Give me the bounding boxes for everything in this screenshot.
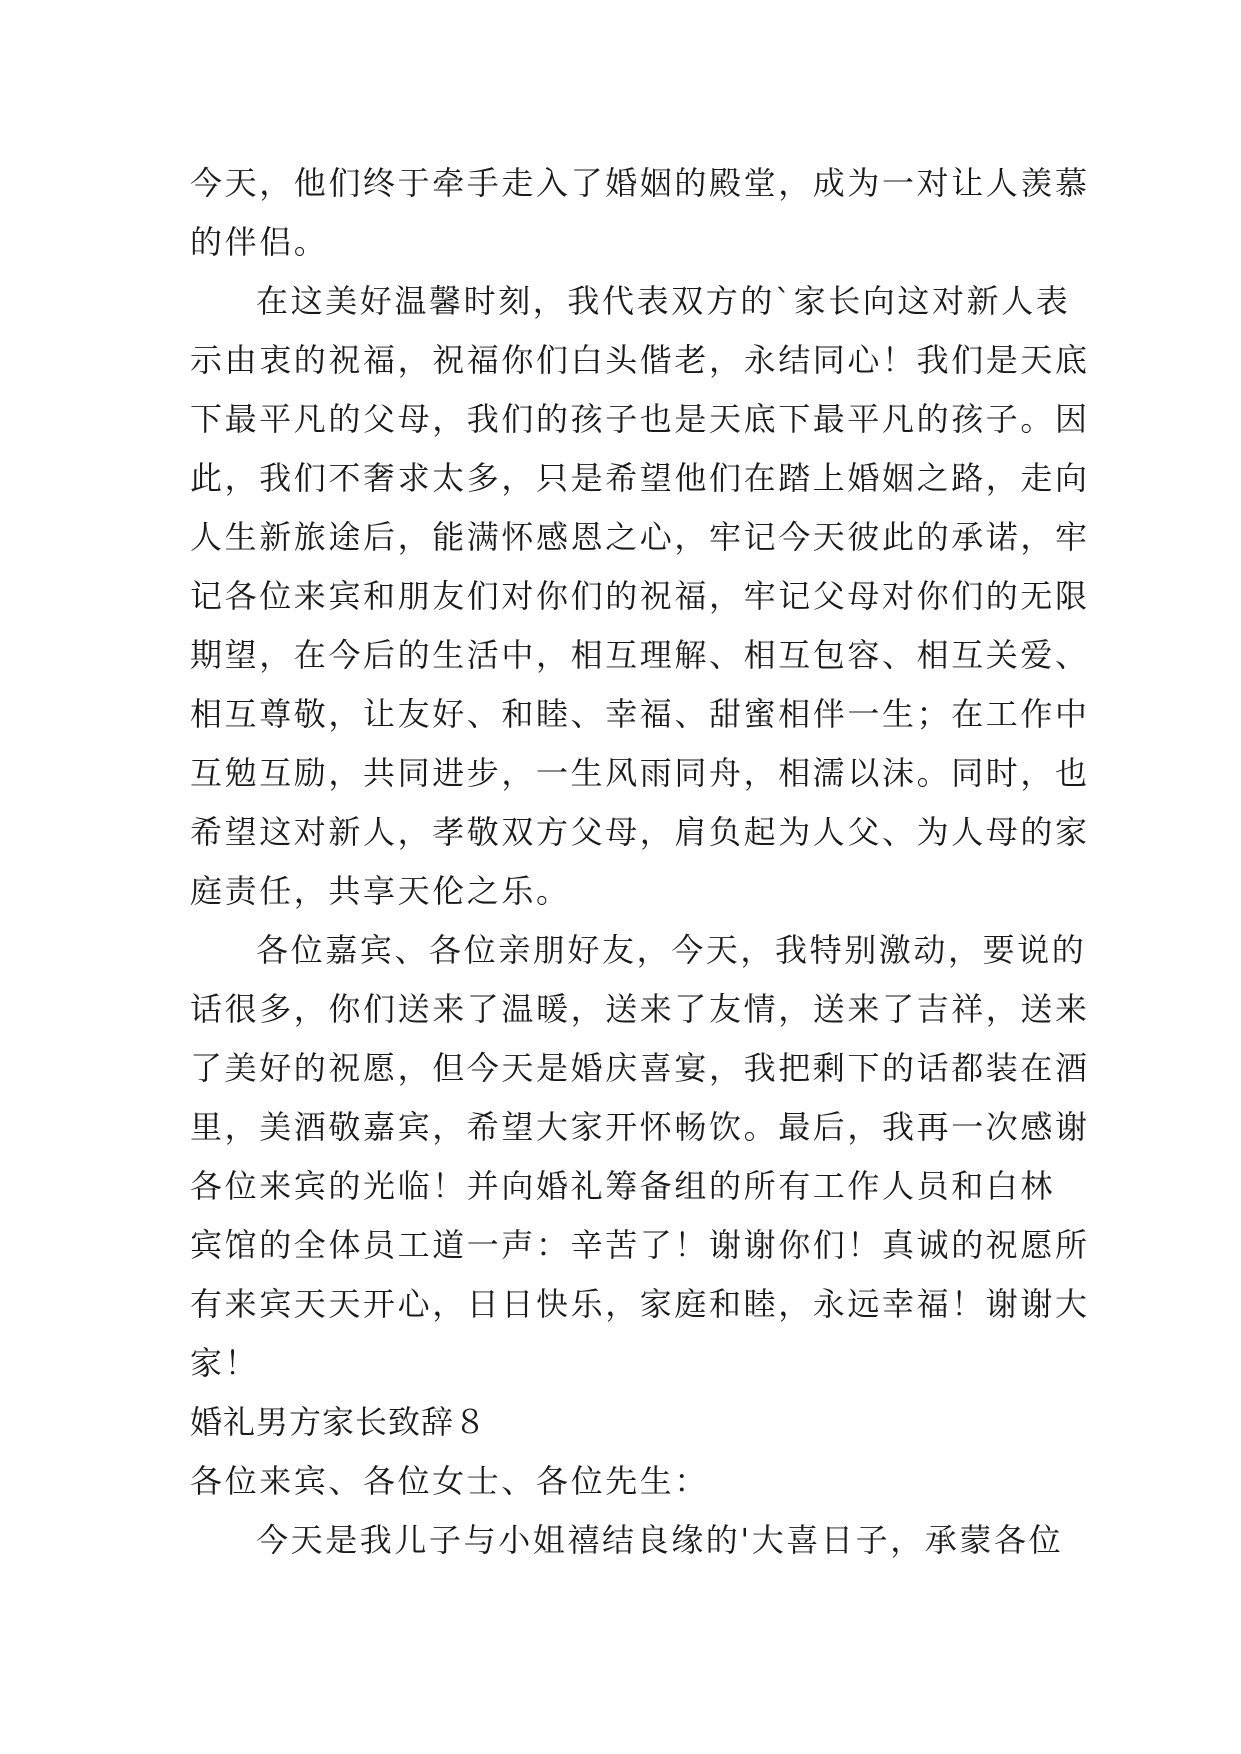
text-line: 人生新旅途后，能满怀感恩之心，牢记今天彼此的承诺，牢 [190,518,1090,556]
text-line: 里，美酒敬嘉宾，希望大家开怀畅饮。最后，我再一次感谢 [190,1108,1090,1146]
text-line: 互勉互励，共同进步，一生风雨同舟，相濡以沫。同时，也 [190,754,1090,792]
text-line: 今天，他们终于牵手走入了婚姻的殿堂，成为一对让人羡慕 [190,164,1090,202]
text-line: 示由衷的祝福，祝福你们白头偕老，永结同心！我们是天底 [190,341,1090,379]
text-line: 话很多，你们送来了温暖，送来了友情，送来了吉祥，送来 [190,990,1090,1028]
text-line: 的伴侣。 [190,223,329,261]
text-line: 记各位来宾和朋友们对你们的祝福，牢记父母对你们的无限 [190,577,1090,615]
text-line: 庭责任，共享天伦之乐。 [190,872,571,910]
text-line: 下最平凡的父母，我们的孩子也是天底下最平凡的孩子。因 [190,400,1090,438]
text-line: 各位来宾的光临！并向婚礼筹备组的所有工作人员和白林 [190,1167,1056,1205]
text-line: 有来宾天天开心，日日快乐，家庭和睦，永远幸福！谢谢大 [190,1285,1090,1323]
document-body [190,154,1090,1570]
text-line: 家！ [190,1344,260,1382]
text-line: 希望这对新人，孝敬双方父母，肩负起为人父、为人母的家 [190,813,1090,851]
section-heading: 婚礼男方家长致辞８ [190,1403,488,1441]
text-line: 各位嘉宾、各位亲朋好友，今天，我特别激动，要说的 [256,931,1087,969]
text-line: 相互尊敬，让友好、和睦、幸福、甜蜜相伴一生；在工作中 [190,695,1090,733]
text-line: 今天是我儿子与小姐禧结良缘的'大喜日子，承蒙各位 [256,1521,1064,1559]
text-line: 在这美好温馨时刻，我代表双方的`家长向这对新人表 [256,282,1071,320]
text-line: 宾馆的全体员工道一声：辛苦了！谢谢你们！真诚的祝愿所 [190,1226,1090,1264]
text-line: 期望，在今后的生活中，相互理解、相互包容、相互关爱、 [190,636,1090,674]
text-line: 了美好的祝愿，但今天是婚庆喜宴，我把剩下的话都装在酒 [190,1049,1090,1087]
text-line: 此，我们不奢求太多，只是希望他们在踏上婚姻之路，走向 [190,459,1090,497]
salutation-line: 各位来宾、各位女士、各位先生： [190,1462,710,1500]
